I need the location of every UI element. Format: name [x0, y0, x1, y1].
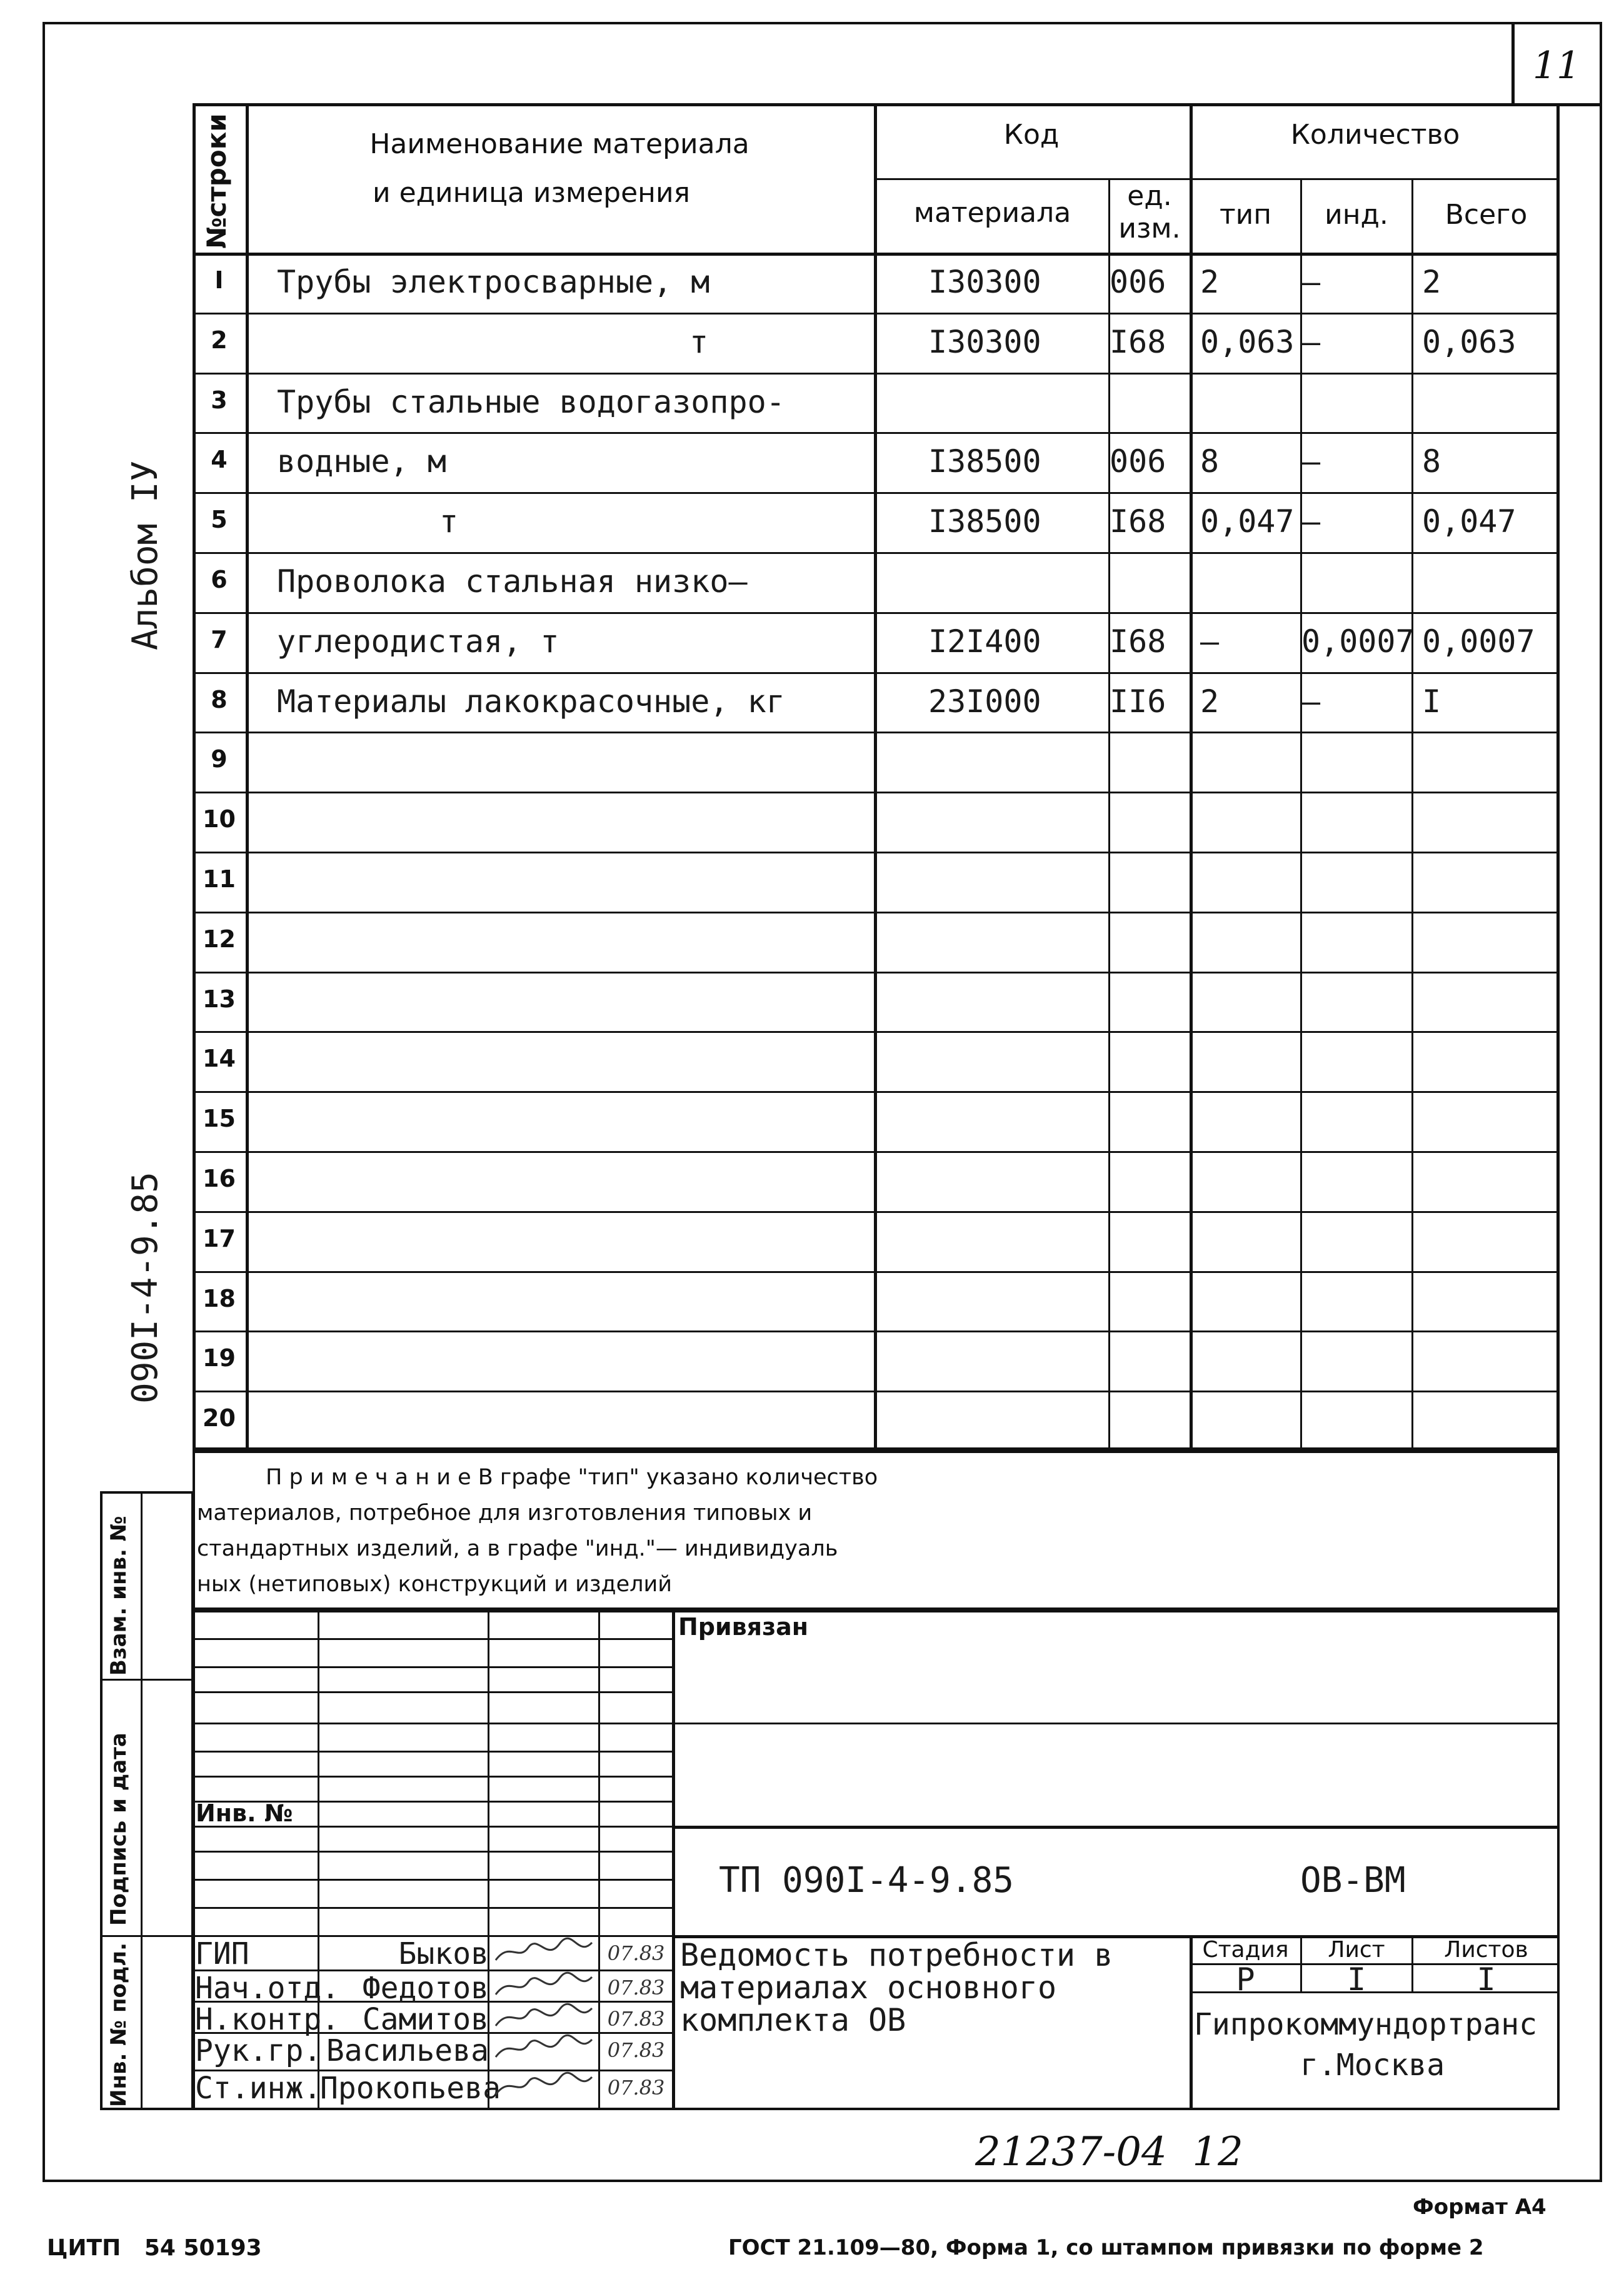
row-number: 20 — [203, 1404, 236, 1432]
signer-date: 07.83 — [607, 2007, 665, 2031]
qty-total: 0,063 — [1422, 323, 1516, 360]
table-row — [193, 1331, 1560, 1391]
qty-type: – — [1200, 623, 1220, 660]
row-separator — [193, 1331, 1560, 1332]
table-row — [193, 972, 1560, 1032]
row-separator — [193, 612, 1560, 614]
material-name: углеродистая, т — [277, 623, 559, 660]
left-stamp-h1 — [100, 1679, 194, 1681]
table-row — [193, 253, 1560, 313]
stamp-grid-line — [193, 1723, 672, 1724]
row-number: 16 — [203, 1165, 236, 1192]
unit-code: I68 — [1110, 323, 1166, 360]
header-unit-1: ед. — [1127, 180, 1172, 212]
material-name: т — [689, 323, 709, 360]
stamp-grid-line — [193, 1776, 672, 1778]
table-row — [193, 1031, 1560, 1091]
table-row — [193, 1091, 1560, 1151]
doc-mark: ОВ-ВМ — [1300, 1860, 1406, 1901]
header-unit-2: изм. — [1118, 213, 1181, 244]
inv-no-label: Инв. № — [196, 1799, 293, 1827]
table-row — [193, 373, 1560, 433]
row-number: 5 — [211, 506, 228, 534]
header-qty-ind: инд. — [1325, 199, 1388, 231]
signer-role: Рук.гр. — [195, 2033, 322, 2068]
qty-ind: – — [1301, 503, 1321, 540]
table-row — [193, 1391, 1560, 1451]
sheets-value: I — [1476, 1961, 1496, 1998]
table-row — [193, 1211, 1560, 1271]
signer-date: 07.83 — [607, 2038, 665, 2062]
qty-total: 0,0007 — [1422, 623, 1535, 660]
stamp-col-3 — [598, 1610, 600, 2110]
stamp-grid-line — [193, 1879, 672, 1881]
header-name-line1: Наименование материала — [369, 128, 749, 160]
note-text — [197, 1460, 878, 1602]
table-row — [193, 852, 1560, 912]
row-number: 18 — [203, 1284, 236, 1312]
stamp-grid-line — [193, 1638, 672, 1640]
signer-name: Васильева — [326, 2033, 489, 2068]
row-separator — [193, 672, 1560, 674]
row-separator — [193, 792, 1560, 793]
material-code: 23I000 — [928, 683, 1041, 720]
qty-total: 0,047 — [1422, 503, 1516, 540]
signer-role: Нач.отд. — [195, 1971, 340, 2006]
stamp-right-h2 — [672, 1826, 1560, 1829]
table-row — [193, 552, 1560, 612]
row-separator — [193, 1211, 1560, 1213]
row-separator — [193, 492, 1560, 494]
material-name: Материалы лакокрасочные, кг — [277, 683, 785, 720]
project-code-side: 090I-4-9.85 — [125, 1172, 166, 1404]
qty-type: 0,063 — [1200, 323, 1295, 360]
table-row — [193, 912, 1560, 972]
citp-label: ЦИТП 54 50193 — [47, 2235, 262, 2261]
inv-podl-label: Инв. № подл. — [106, 1942, 131, 2107]
signature-mark — [491, 1971, 597, 2002]
org-name: Гипрокоммундортранс — [1194, 2007, 1538, 2042]
unit-code: I68 — [1110, 503, 1166, 540]
unit-code: 006 — [1110, 264, 1166, 300]
doc-code: ТП 090I-4-9.85 — [719, 1860, 1015, 1901]
signer-name: Самитов — [362, 2002, 489, 2037]
qty-ind: – — [1301, 443, 1321, 480]
header-quantity: Количество — [1290, 119, 1460, 151]
vzam-inv-label: Взам. инв. № — [106, 1516, 131, 1676]
unit-code: I68 — [1110, 623, 1166, 660]
header-qty-total: Всего — [1445, 199, 1528, 231]
row-separator — [193, 373, 1560, 375]
row-separator — [193, 313, 1560, 314]
row-number: 10 — [203, 805, 236, 833]
qty-type: 2 — [1200, 264, 1220, 300]
material-name: Трубы стальные водогазопро- — [277, 383, 785, 420]
qty-type: 0,047 — [1200, 503, 1295, 540]
album-label: Альбом IУ — [125, 460, 166, 650]
signer-name: Прокопьева — [320, 2071, 501, 2106]
row-separator — [193, 1391, 1560, 1392]
note-line-1: П р и м е ч а н и е В графе "тип" указано количество — [266, 1465, 878, 1490]
qty-ind: – — [1301, 264, 1321, 300]
note-line-2: материалов, потребное для изготовления типовых и — [197, 1501, 813, 1526]
page-number: 11 — [1532, 44, 1581, 88]
row-separator — [193, 1271, 1560, 1273]
stamp-right-h1 — [672, 1723, 1560, 1724]
left-stamp-divider — [141, 1491, 143, 2110]
row-number: 15 — [203, 1105, 236, 1133]
left-stamp-h2 — [100, 1935, 194, 1937]
row-number: 17 — [203, 1224, 236, 1252]
signer-name: Быков — [398, 1936, 489, 1971]
row-number: 19 — [203, 1344, 236, 1372]
signature-mark — [491, 2033, 597, 2065]
note-line-4: ных (нетиповых) конструкций и изделий — [197, 1572, 673, 1597]
row-number: 6 — [211, 566, 228, 593]
privyazan-label: Привязан — [678, 1613, 809, 1641]
row-number: 7 — [211, 625, 228, 653]
stage-label: Стадия — [1202, 1937, 1289, 1963]
row-separator — [193, 1151, 1560, 1153]
material-name: Трубы электросварные, м — [277, 264, 710, 300]
table-row — [193, 1151, 1560, 1211]
stamp-grid-line — [193, 1691, 672, 1693]
signer-role: Н.контр. — [195, 2002, 340, 2037]
format-label: Формат А4 — [1413, 2195, 1546, 2220]
stage-value: Р — [1236, 1961, 1255, 1998]
sheets-label: Листов — [1444, 1937, 1528, 1963]
qty-total: 8 — [1422, 443, 1441, 480]
header-code: Код — [1003, 119, 1060, 151]
table-row — [193, 792, 1560, 852]
table-row — [193, 492, 1560, 552]
row-number: 11 — [203, 865, 236, 893]
header-sub-line — [874, 178, 1560, 180]
row-number: 9 — [211, 745, 228, 773]
qty-ind: – — [1301, 683, 1321, 720]
org-city: г.Москва — [1300, 2048, 1445, 2083]
stamp-grid-line — [193, 1751, 672, 1753]
stamp-grid-line — [193, 1666, 672, 1668]
doc-title-2: материалах основного — [680, 1970, 1057, 2006]
qty-total: I — [1422, 683, 1441, 720]
doc-title-1: Ведомость потребности в — [680, 1937, 1113, 1973]
material-code: I30300 — [928, 264, 1041, 300]
signer-date: 07.83 — [607, 1941, 665, 1965]
row-separator — [193, 552, 1560, 554]
row-separator — [193, 852, 1560, 853]
signer-role: Ст.инж. — [195, 2071, 322, 2106]
row-number: 2 — [211, 326, 228, 354]
material-name: т — [439, 503, 459, 540]
row-number: 13 — [203, 985, 236, 1013]
material-code: I38500 — [928, 443, 1041, 480]
doc-title-3: комплекта ОВ — [680, 2002, 906, 2038]
signer-date: 07.83 — [607, 2076, 665, 2100]
signature-mark — [491, 2071, 597, 2102]
handwritten-number: 21237-04 12 — [975, 2129, 1243, 2175]
table-row — [193, 612, 1560, 672]
row-number: 4 — [211, 446, 228, 474]
row-separator — [193, 912, 1560, 913]
row-number: 12 — [203, 925, 236, 953]
row-number: 8 — [211, 685, 228, 713]
row-separator — [193, 972, 1560, 973]
sheet-label: Лист — [1328, 1937, 1385, 1963]
page-number-box-left — [1511, 22, 1515, 103]
table-row — [193, 432, 1560, 492]
unit-code: 006 — [1110, 443, 1166, 480]
gost-label: ГОСТ 21.109—80, Форма 1, со штампом привязки по форме 2 — [728, 2235, 1484, 2260]
signer-name: Федотов — [362, 1971, 489, 2006]
header-code-material: материала — [913, 197, 1071, 229]
material-name: Проволока стальная низко– — [277, 563, 748, 600]
row-number: 3 — [211, 386, 228, 414]
table-row — [193, 732, 1560, 792]
row-number: I — [214, 266, 224, 294]
material-code: I30300 — [928, 323, 1041, 360]
qty-type: 8 — [1200, 443, 1220, 480]
table-row — [193, 1271, 1560, 1331]
note-line-3: стандартных изделий, а в графе "инд."— индивидуаль — [197, 1536, 838, 1561]
table-row — [193, 313, 1560, 373]
material-code: I2I400 — [928, 623, 1041, 660]
table-row — [193, 672, 1560, 732]
row-separator — [193, 432, 1560, 434]
podpis-data-label: Подпись и дата — [106, 1733, 131, 1926]
sheet-value: I — [1346, 1961, 1366, 1998]
row-separator — [193, 1031, 1560, 1033]
header-qty-type: тип — [1220, 199, 1271, 231]
signature-mark — [491, 2002, 597, 2033]
unit-code: II6 — [1110, 683, 1166, 720]
qty-ind: 0,0007 — [1301, 623, 1415, 660]
signer-role: ГИП — [195, 1936, 249, 1971]
qty-type: 2 — [1200, 683, 1220, 720]
stamp-grid-line — [193, 1907, 672, 1909]
material-name: водные, м — [277, 443, 446, 480]
row-separator — [193, 732, 1560, 733]
signer-date: 07.83 — [607, 1976, 665, 2000]
qty-total: 2 — [1422, 264, 1441, 300]
header-row-no: №строки — [201, 113, 232, 249]
stamp-grid-line — [193, 1851, 672, 1853]
row-separator — [193, 1091, 1560, 1093]
material-code: I38500 — [928, 503, 1041, 540]
stamp-main-divider — [672, 1610, 675, 2110]
signature-mark — [491, 1936, 597, 1968]
qty-ind: – — [1301, 323, 1321, 360]
header-name-line2: и единица измерения — [372, 177, 691, 209]
row-number: 14 — [203, 1045, 236, 1073]
